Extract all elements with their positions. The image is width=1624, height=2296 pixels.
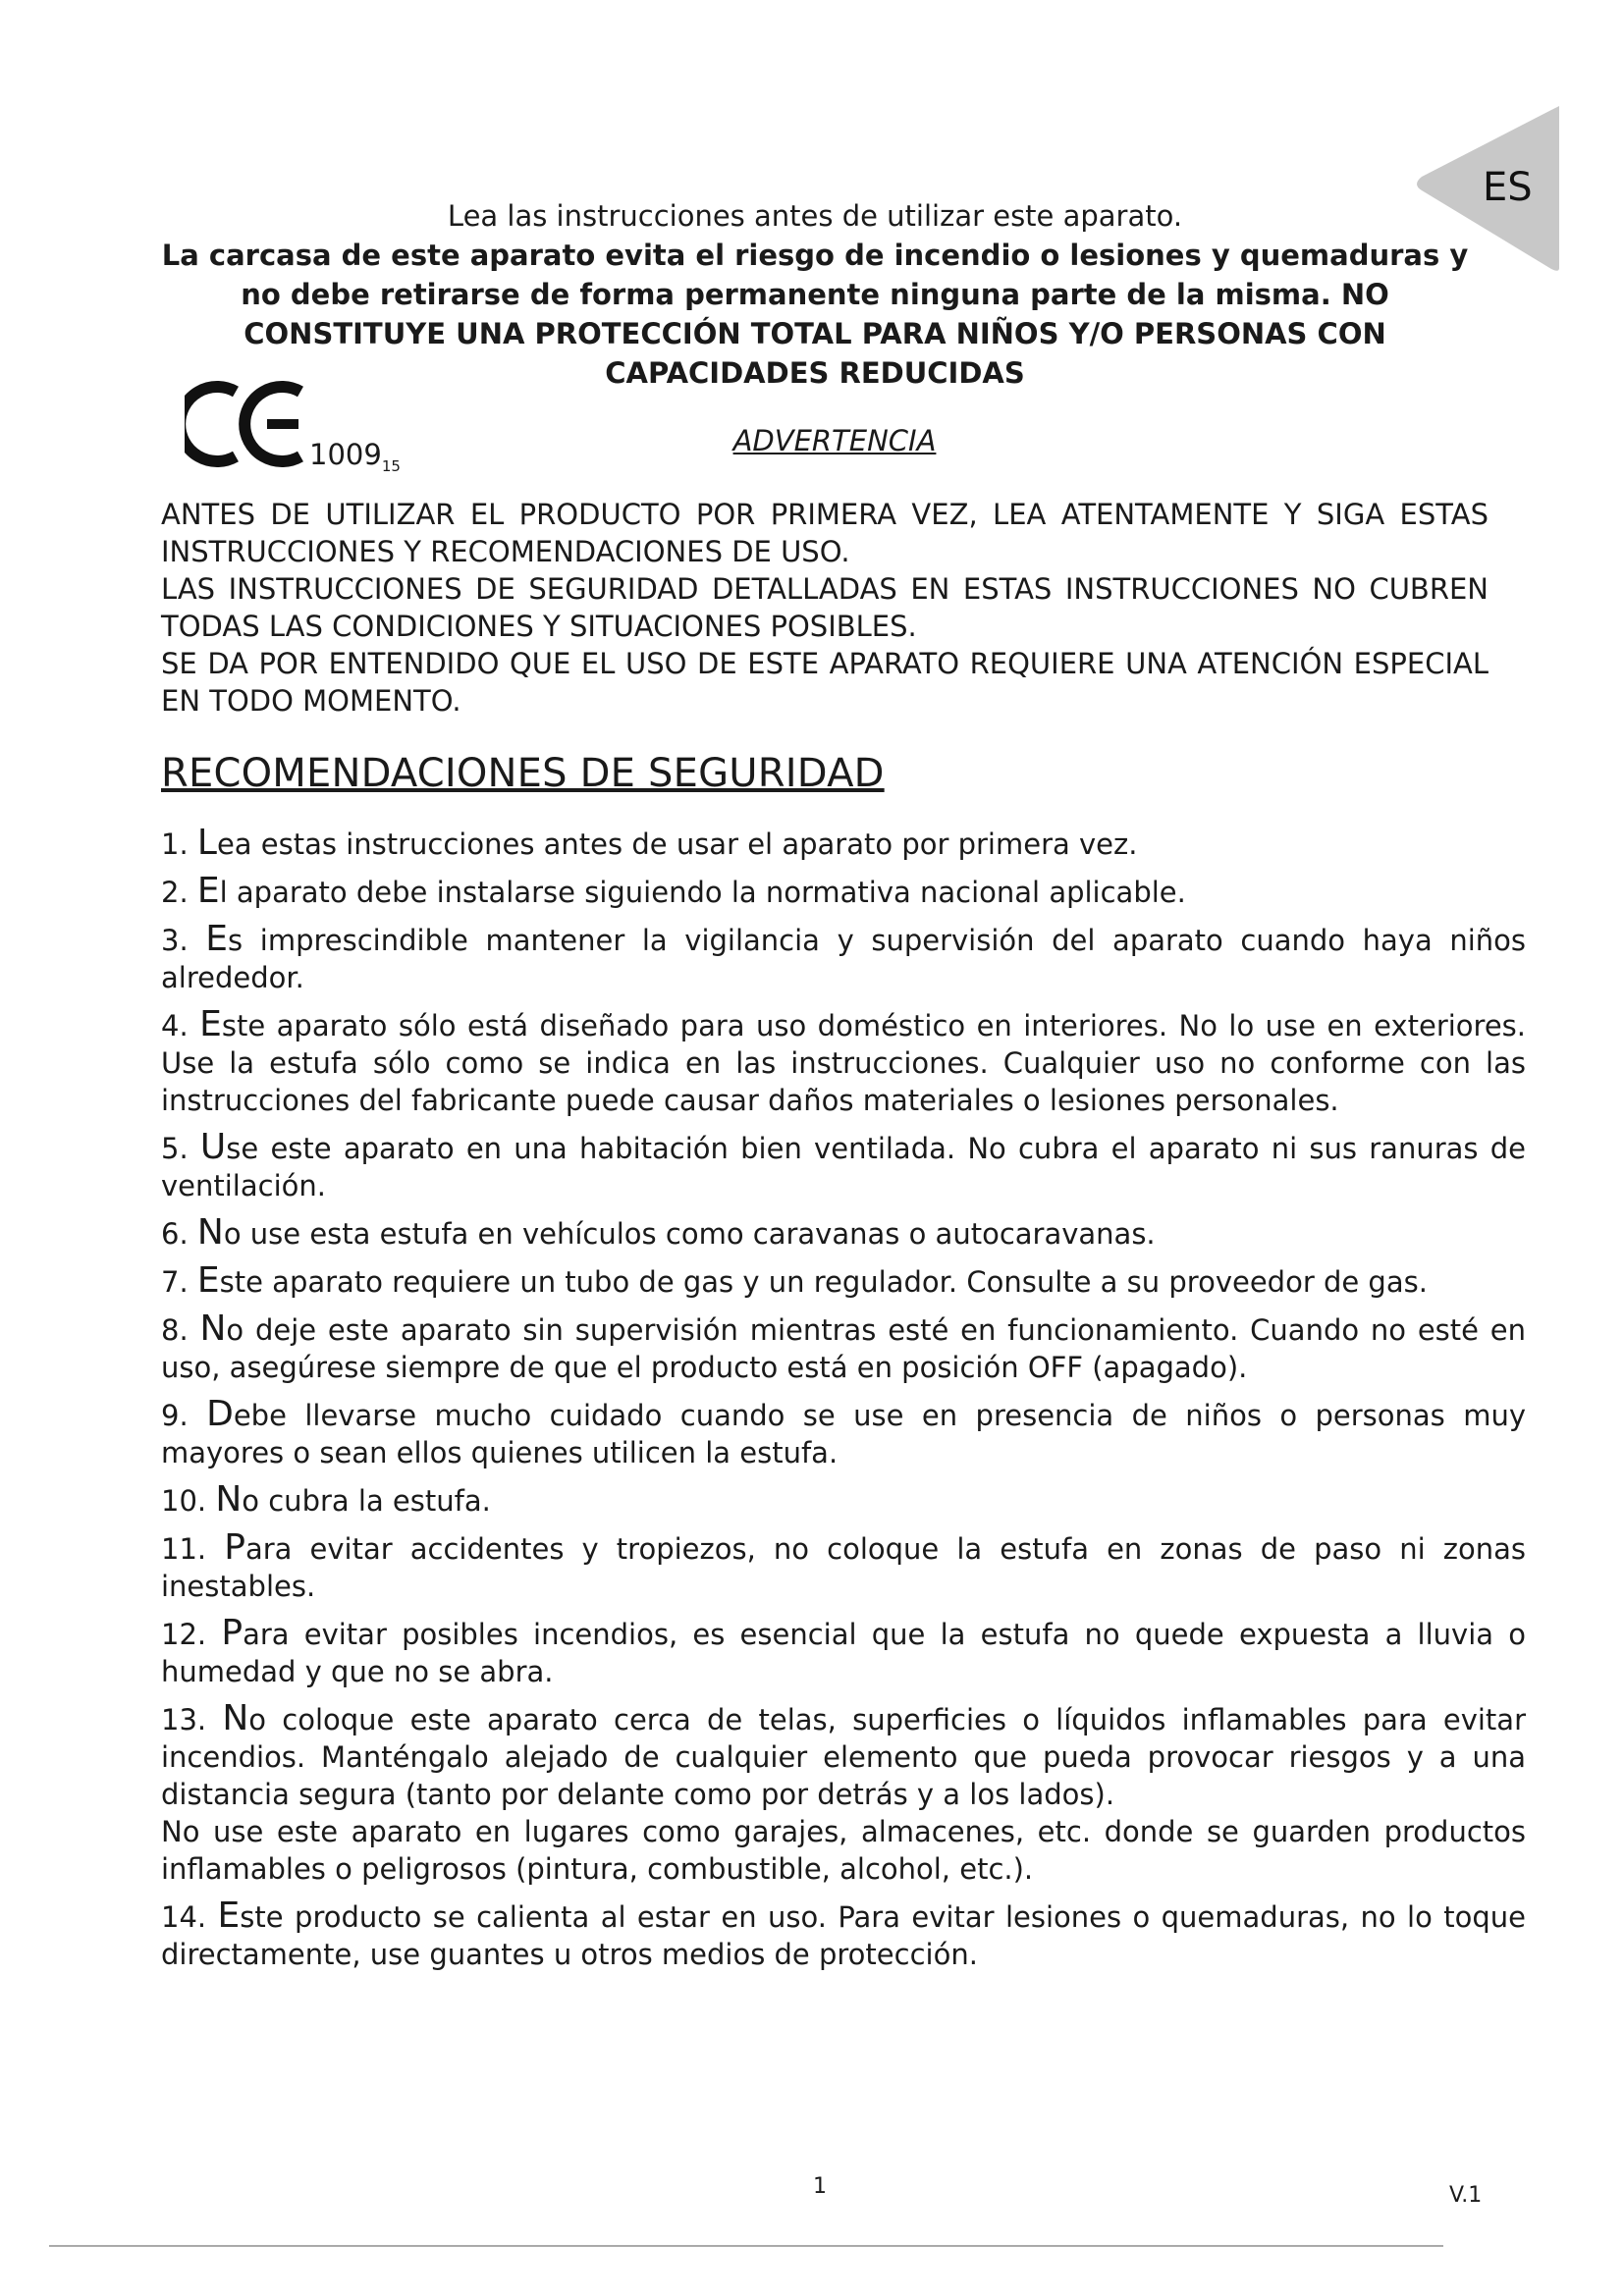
rule-initial: L (196, 823, 217, 863)
rule-number: 3. (161, 924, 189, 957)
rule-initial: D (206, 1394, 234, 1434)
safety-rule (161, 825, 1526, 863)
intro-line-1: Lea las instrucciones antes de utilizar este aparato. (447, 199, 1183, 233)
rule-text: l aparato debe instalarse siguiendo la normativa nacional aplicable. (219, 876, 1186, 909)
safety-rules-list (161, 825, 1526, 1983)
rule-number: 14. (161, 1900, 207, 1934)
rule-text: ea estas instrucciones antes de usar el aparato por primera vez. (216, 828, 1138, 861)
rule-initial: N (196, 1212, 224, 1253)
rule-initial: N (215, 1479, 243, 1520)
safety-rule (161, 1700, 1526, 1888)
rule-number: 2. (161, 876, 189, 909)
safety-rule (161, 1481, 1526, 1520)
ce-mark-logo (185, 378, 312, 468)
intro-line-4: CONSTITUYE UNA PROTECCIÓN TOTAL PARA NIÑOS Y/O PERSONAS CON (244, 317, 1386, 350)
rule-number: 12. (161, 1618, 207, 1651)
intro-line-5: CAPACIDADES REDUCIDAS (605, 356, 1025, 390)
rule-number: 11. (161, 1532, 207, 1566)
language-label: ES (1483, 165, 1533, 210)
rule-text: ara evitar posibles incendios, es esencial que la estufa no quede expuesta a lluvia o humedad y que no se abra. (161, 1618, 1527, 1688)
rule-text: ste aparato requiere un tubo de gas y un regulador. Consulte a su proveedor de gas. (219, 1265, 1428, 1299)
rule-initial: N (222, 1698, 249, 1738)
section-title: RECOMENDACIONES DE SEGURIDAD (161, 751, 885, 796)
rule-number: 7. (161, 1265, 189, 1299)
page-number: 1 (813, 2174, 827, 2199)
safety-rule (161, 1006, 1526, 1119)
rule-number: 8. (161, 1313, 189, 1347)
rule-number: 13. (161, 1703, 207, 1736)
safety-rule (161, 1262, 1526, 1301)
rule-text: o coloque este aparato cerca de telas, superficies o líquidos inflamables para evitar incendios. Manténgalo alejado de cualquier elemento que pueda provocar riesgos y a una distancia segura (tanto por delante como por detrás y a los lados). (161, 1703, 1526, 1811)
rule-text: o use esta estufa en vehículos como caravanas o autocaravanas. (223, 1217, 1156, 1251)
rule-text: ebe llevarse mucho cuidado cuando se use en presencia de niños o personas muy mayores o sean ellos quienes utilicen la estufa. (161, 1399, 1527, 1469)
rule-text: o deje este aparato sin supervisión mientras esté en funcionamiento. Cuando no esté en uso, asegúrese siempre de que el producto está en posición OFF (apagado). (161, 1313, 1526, 1384)
rule-number: 9. (161, 1399, 189, 1432)
caps-paragraph-2: LAS INSTRUCCIONES DE SEGURIDAD DETALLADAS EN ESTAS INSTRUCCIONES NO CUBREN TODAS LAS CONDICIONES Y SITUACIONES POSIBLES. (161, 572, 1489, 643)
ce-code-number: 1009 (309, 438, 382, 471)
rule-initial: P (221, 1613, 244, 1653)
rule-initial: E (217, 1896, 241, 1936)
caps-paragraph-3: SE DA POR ENTENDIDO QUE EL USO DE ESTE APARATO REQUIERE UNA ATENCIÓN ESPECIAL EN TODO MOMENTO. (161, 647, 1489, 718)
intro-line-3: no debe retirarse de forma permanente ninguna parte de la misma. NO (241, 278, 1389, 311)
rule-initial: E (196, 1260, 220, 1301)
rule-initial: N (199, 1308, 227, 1349)
rule-text: s imprescindible mantener la vigilancia y supervisión del aparato cuando haya niños alrededor. (161, 924, 1527, 994)
rule-text: ste producto se calienta al estar en uso. Para evitar lesiones o quemaduras, no lo toque directamente, use guantes u otros medios de protección. (161, 1900, 1527, 1971)
safety-rule (161, 873, 1526, 911)
rule-text: ste aparato sólo está diseñado para uso doméstico en interiores. No lo use en exteriores. Use la estufa sólo como se indica en las instrucciones. Cualquier uso no conforme con las instrucciones del fabricante puede causar daños materiales o lesiones personales. (161, 1009, 1526, 1117)
rule-text: o cubra la estufa. (242, 1484, 491, 1518)
rule-number: 10. (161, 1484, 207, 1518)
rule-number: 1. (161, 828, 189, 861)
version-label: V.1 (1449, 2183, 1483, 2208)
advertencia-heading: ADVERTENCIA (732, 424, 937, 457)
safety-rule (161, 921, 1526, 996)
ce-notified-body-code (309, 438, 401, 475)
rule-text: se este aparato en una habitación bien ventilada. No cubra el aparato ni sus ranuras de ventilación. (161, 1132, 1526, 1202)
safety-rule (161, 1129, 1526, 1204)
safety-rule (161, 1214, 1526, 1253)
intro-line-2: La carcasa de este aparato evita el riesgo de incendio o lesiones y quemaduras y (161, 239, 1469, 272)
intro-block (147, 196, 1483, 393)
safety-rule (161, 1529, 1526, 1605)
rule-number: 4. (161, 1009, 189, 1042)
safety-rule (161, 1310, 1526, 1386)
rule-number: 6. (161, 1217, 189, 1251)
rule-number: 5. (161, 1132, 189, 1165)
rule-extra-text: No use este aparato en lugares como garajes, almacenes, etc. donde se guarden productos inflamables o peligrosos (pintura, combustible, alcohol, etc.). (161, 1815, 1526, 1886)
safety-rule (161, 1615, 1526, 1690)
rule-initial: U (199, 1127, 227, 1167)
caps-warning-block (161, 496, 1489, 720)
safety-rule (161, 1396, 1526, 1471)
footer-divider (49, 2245, 1443, 2247)
rule-text: ara evitar accidentes y tropiezos, no coloque la estufa en zonas de paso ni zonas inestables. (161, 1532, 1526, 1603)
safety-rule (161, 1897, 1526, 1973)
ce-code-year: 15 (381, 456, 401, 475)
rule-initial: P (224, 1527, 245, 1568)
rule-initial: E (199, 1004, 222, 1044)
rule-initial: E (196, 871, 220, 911)
rule-initial: E (205, 919, 229, 959)
caps-paragraph-1: ANTES DE UTILIZAR EL PRODUCTO POR PRIMERA VEZ, LEA ATENTAMENTE Y SIGA ESTAS INSTRUCCIONES Y RECOMENDACIONES DE USO. (161, 498, 1489, 568)
